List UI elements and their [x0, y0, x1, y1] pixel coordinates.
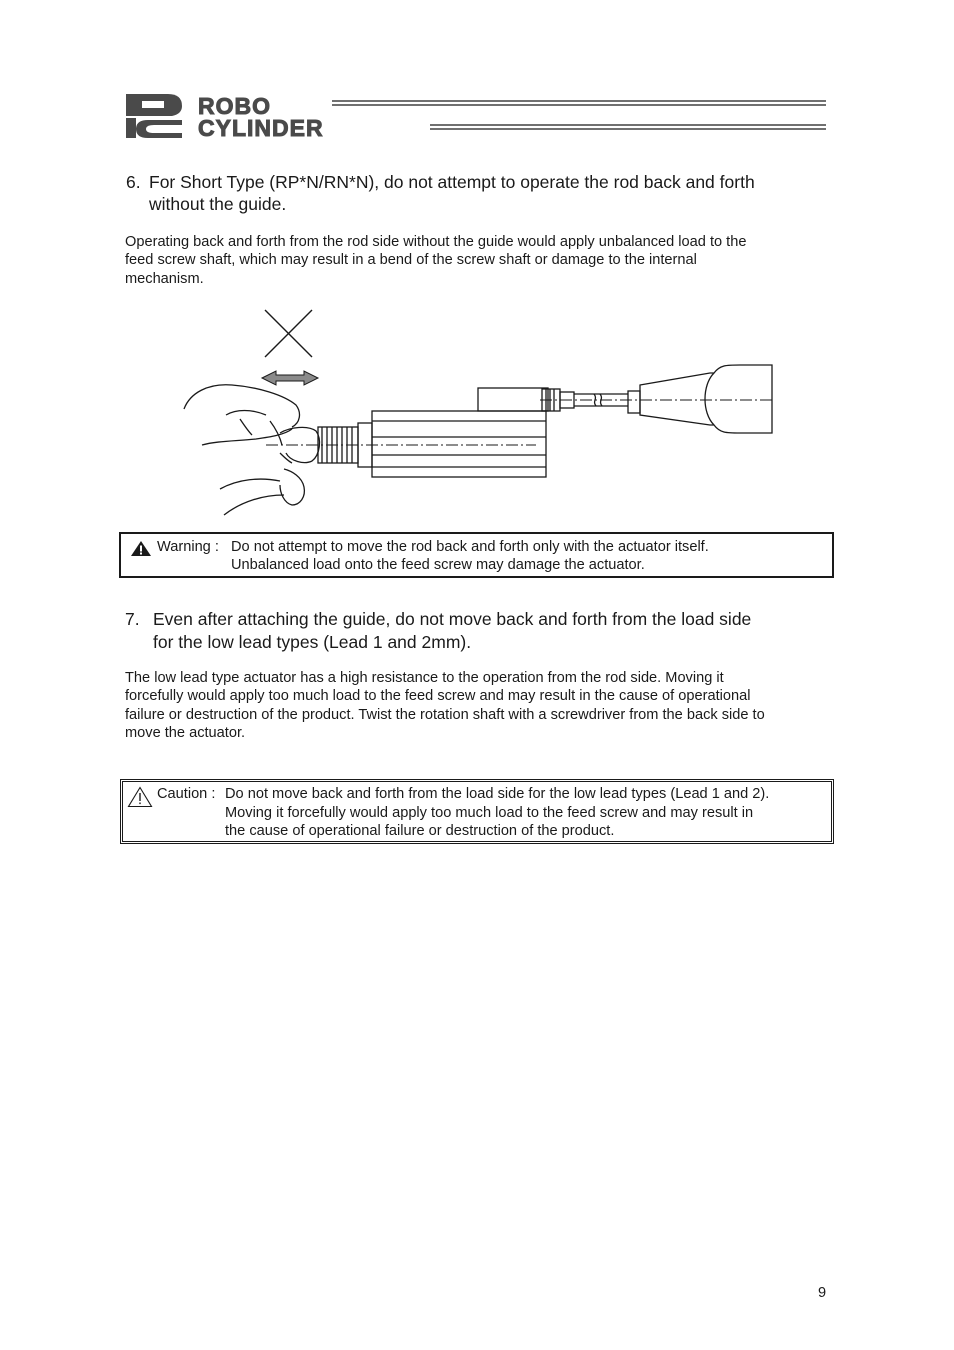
body-line: move the actuator.	[125, 724, 246, 741]
section-7-heading	[125, 608, 830, 654]
body-line: feed screw shaft, which may result in a bend of the screw shaft or damage to the internal	[125, 252, 697, 269]
body-line: failure or destruction of the product. Twist the rotation shaft with a screwdriver from the back side to	[125, 706, 765, 723]
warning-filled-triangle-icon	[130, 540, 152, 557]
section-6-title-line-1: For Short Type (RP*N/RN*N), do not attempt to operate the rod back and forth	[149, 172, 755, 192]
caution-line-2: Moving it forcefully would apply too much load to the feed screw and may result in	[225, 805, 754, 821]
double-arrow-icon	[262, 371, 318, 385]
section-6-body	[125, 233, 835, 288]
body-line: Operating back and forth from the rod side without the guide would apply unbalanced load to the	[125, 234, 747, 250]
caution-line-1: Do not move back and forth from the load side for the low lead types (Lead 1 and 2).	[225, 786, 770, 802]
caution-outline-triangle-icon	[127, 786, 153, 808]
hand-icon	[184, 385, 319, 515]
section-7-body	[125, 669, 840, 742]
logo-text-bottom: CYLINDER	[198, 115, 324, 141]
warning-line-2: Unbalanced load onto the feed screw may damage the actuator.	[231, 557, 645, 573]
body-line: forcefully would apply too much load to the feed screw and may result in the cause of operational	[125, 688, 751, 705]
robo-cylinder-logo	[124, 92, 826, 142]
section-6-number: 6.	[126, 172, 141, 192]
page-number: 9	[818, 1285, 827, 1301]
prohibited-x-icon	[265, 310, 312, 357]
warning-label: Warning :	[157, 539, 219, 555]
section-7-number: 7.	[125, 609, 140, 629]
caution-box	[120, 779, 834, 844]
section-6-heading	[126, 171, 826, 217]
section-7-title-line-2: for the low lead types (Lead 1 and 2mm).	[153, 632, 472, 652]
warning-line-1: Do not attempt to move the rod back and forth only with the actuator itself.	[231, 539, 709, 555]
section-7-title-line-1: Even after attaching the guide, do not move back and forth from the load side	[153, 609, 752, 629]
body-line: The low lead type actuator has a high resistance to the operation from the rod side. Moving it	[125, 670, 724, 686]
caution-label: Caution :	[157, 786, 216, 802]
caution-line-3: the cause of operational failure or destruction of the product.	[225, 823, 615, 839]
warning-box	[119, 532, 834, 578]
body-line: mechanism.	[125, 270, 204, 287]
logo-text-top: ROBO	[198, 93, 271, 119]
section-6-title-line-2: without the guide.	[149, 194, 287, 214]
actuator-rod-illustration	[180, 305, 780, 520]
